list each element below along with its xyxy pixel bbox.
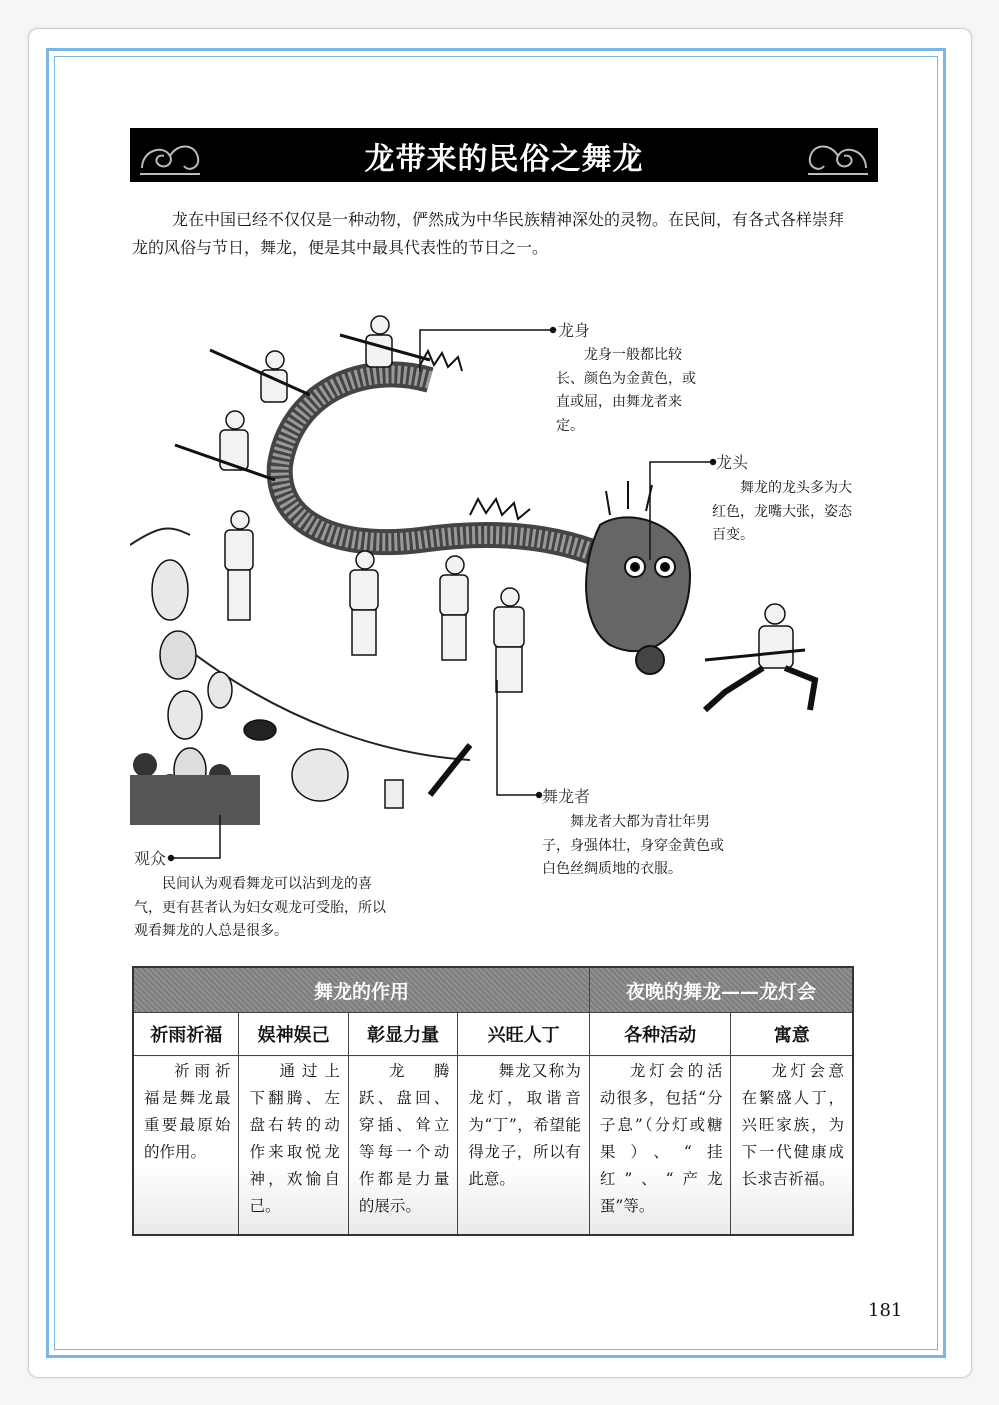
dragon-dance-table bbox=[132, 966, 854, 1236]
callout-text-dancer: 舞龙者大都为青壮年男子，身强体壮，身穿金黄色或白色丝绸质地的衣服。 bbox=[542, 814, 724, 877]
lead-dancer-figure bbox=[685, 600, 830, 720]
table-cell: 祈雨祈福是舞龙最重要最原始的作用。 bbox=[133, 1056, 239, 1236]
dragon-body bbox=[280, 351, 600, 555]
table-col-header: 娱神娱己 bbox=[239, 1013, 348, 1056]
table-col-header: 各种活动 bbox=[589, 1013, 731, 1056]
page-number: 181 bbox=[868, 1300, 903, 1321]
table-group-header-functions: 舞龙的作用 bbox=[133, 967, 589, 1013]
table-cell: 龙灯会意在繁盛人丁，兴旺家族，为下一代健康成长求吉祈福。 bbox=[731, 1056, 853, 1236]
page-title: 龙带来的民俗之舞龙 bbox=[364, 142, 644, 177]
cloud-ornament-right-icon bbox=[804, 130, 874, 180]
callout-text-dragon-body: 龙身一般都比较长、颜色为金黄色，或直或屈，由舞龙者来定。 bbox=[556, 347, 696, 434]
callout-title-audience: 观众 bbox=[134, 849, 167, 868]
callout-title-dancer: 舞龙者 bbox=[542, 787, 591, 806]
table-cell: 舞龙又称为龙灯，取谐音为“丁”，希望能得龙子，所以有此意。 bbox=[458, 1056, 590, 1236]
callout-title-dragon-body: 龙身 bbox=[558, 321, 591, 340]
callout-text-dragon-head: 舞龙的龙头多为大红色，龙嘴大张，姿态百变。 bbox=[712, 480, 852, 543]
table-col-header: 祈雨祈福 bbox=[133, 1013, 239, 1056]
title-banner bbox=[130, 128, 878, 182]
callout-text-audience: 民间认为观看舞龙可以沾到龙的喜气，更有甚者认为妇女观龙可受胎，所以观看舞龙的人总是很多。 bbox=[134, 876, 386, 939]
callout-title-dragon-head: 龙头 bbox=[716, 453, 749, 472]
lanterns bbox=[152, 560, 470, 808]
table-col-header: 彰显力量 bbox=[348, 1013, 457, 1056]
table-cell: 通过上下翻腾、左盘右转的动作来取悦龙神，欢愉自己。 bbox=[239, 1056, 348, 1236]
table-cell: 龙灯会的活动很多，包括“分子息”（分灯或糖果）、“挂红”、“产龙蛋”等。 bbox=[589, 1056, 731, 1236]
table-group-header-lantern-festival: 夜晚的舞龙——龙灯会 bbox=[589, 967, 853, 1013]
table-col-header: 寓意 bbox=[731, 1013, 853, 1056]
table-cell: 龙腾跃、盘回、穿插、耸立等每一个动作都是力量的展示。 bbox=[348, 1056, 457, 1236]
table-col-header: 兴旺人丁 bbox=[458, 1013, 590, 1056]
dragon-head bbox=[586, 481, 690, 674]
intro-paragraph: 龙在中国已经不仅仅是一种动物，俨然成为中华民族精神深处的灵物。在民间，有各式各样崇拜龙的风俗与节日，舞龙，便是其中最具代表性的节日之一。 bbox=[132, 210, 845, 257]
